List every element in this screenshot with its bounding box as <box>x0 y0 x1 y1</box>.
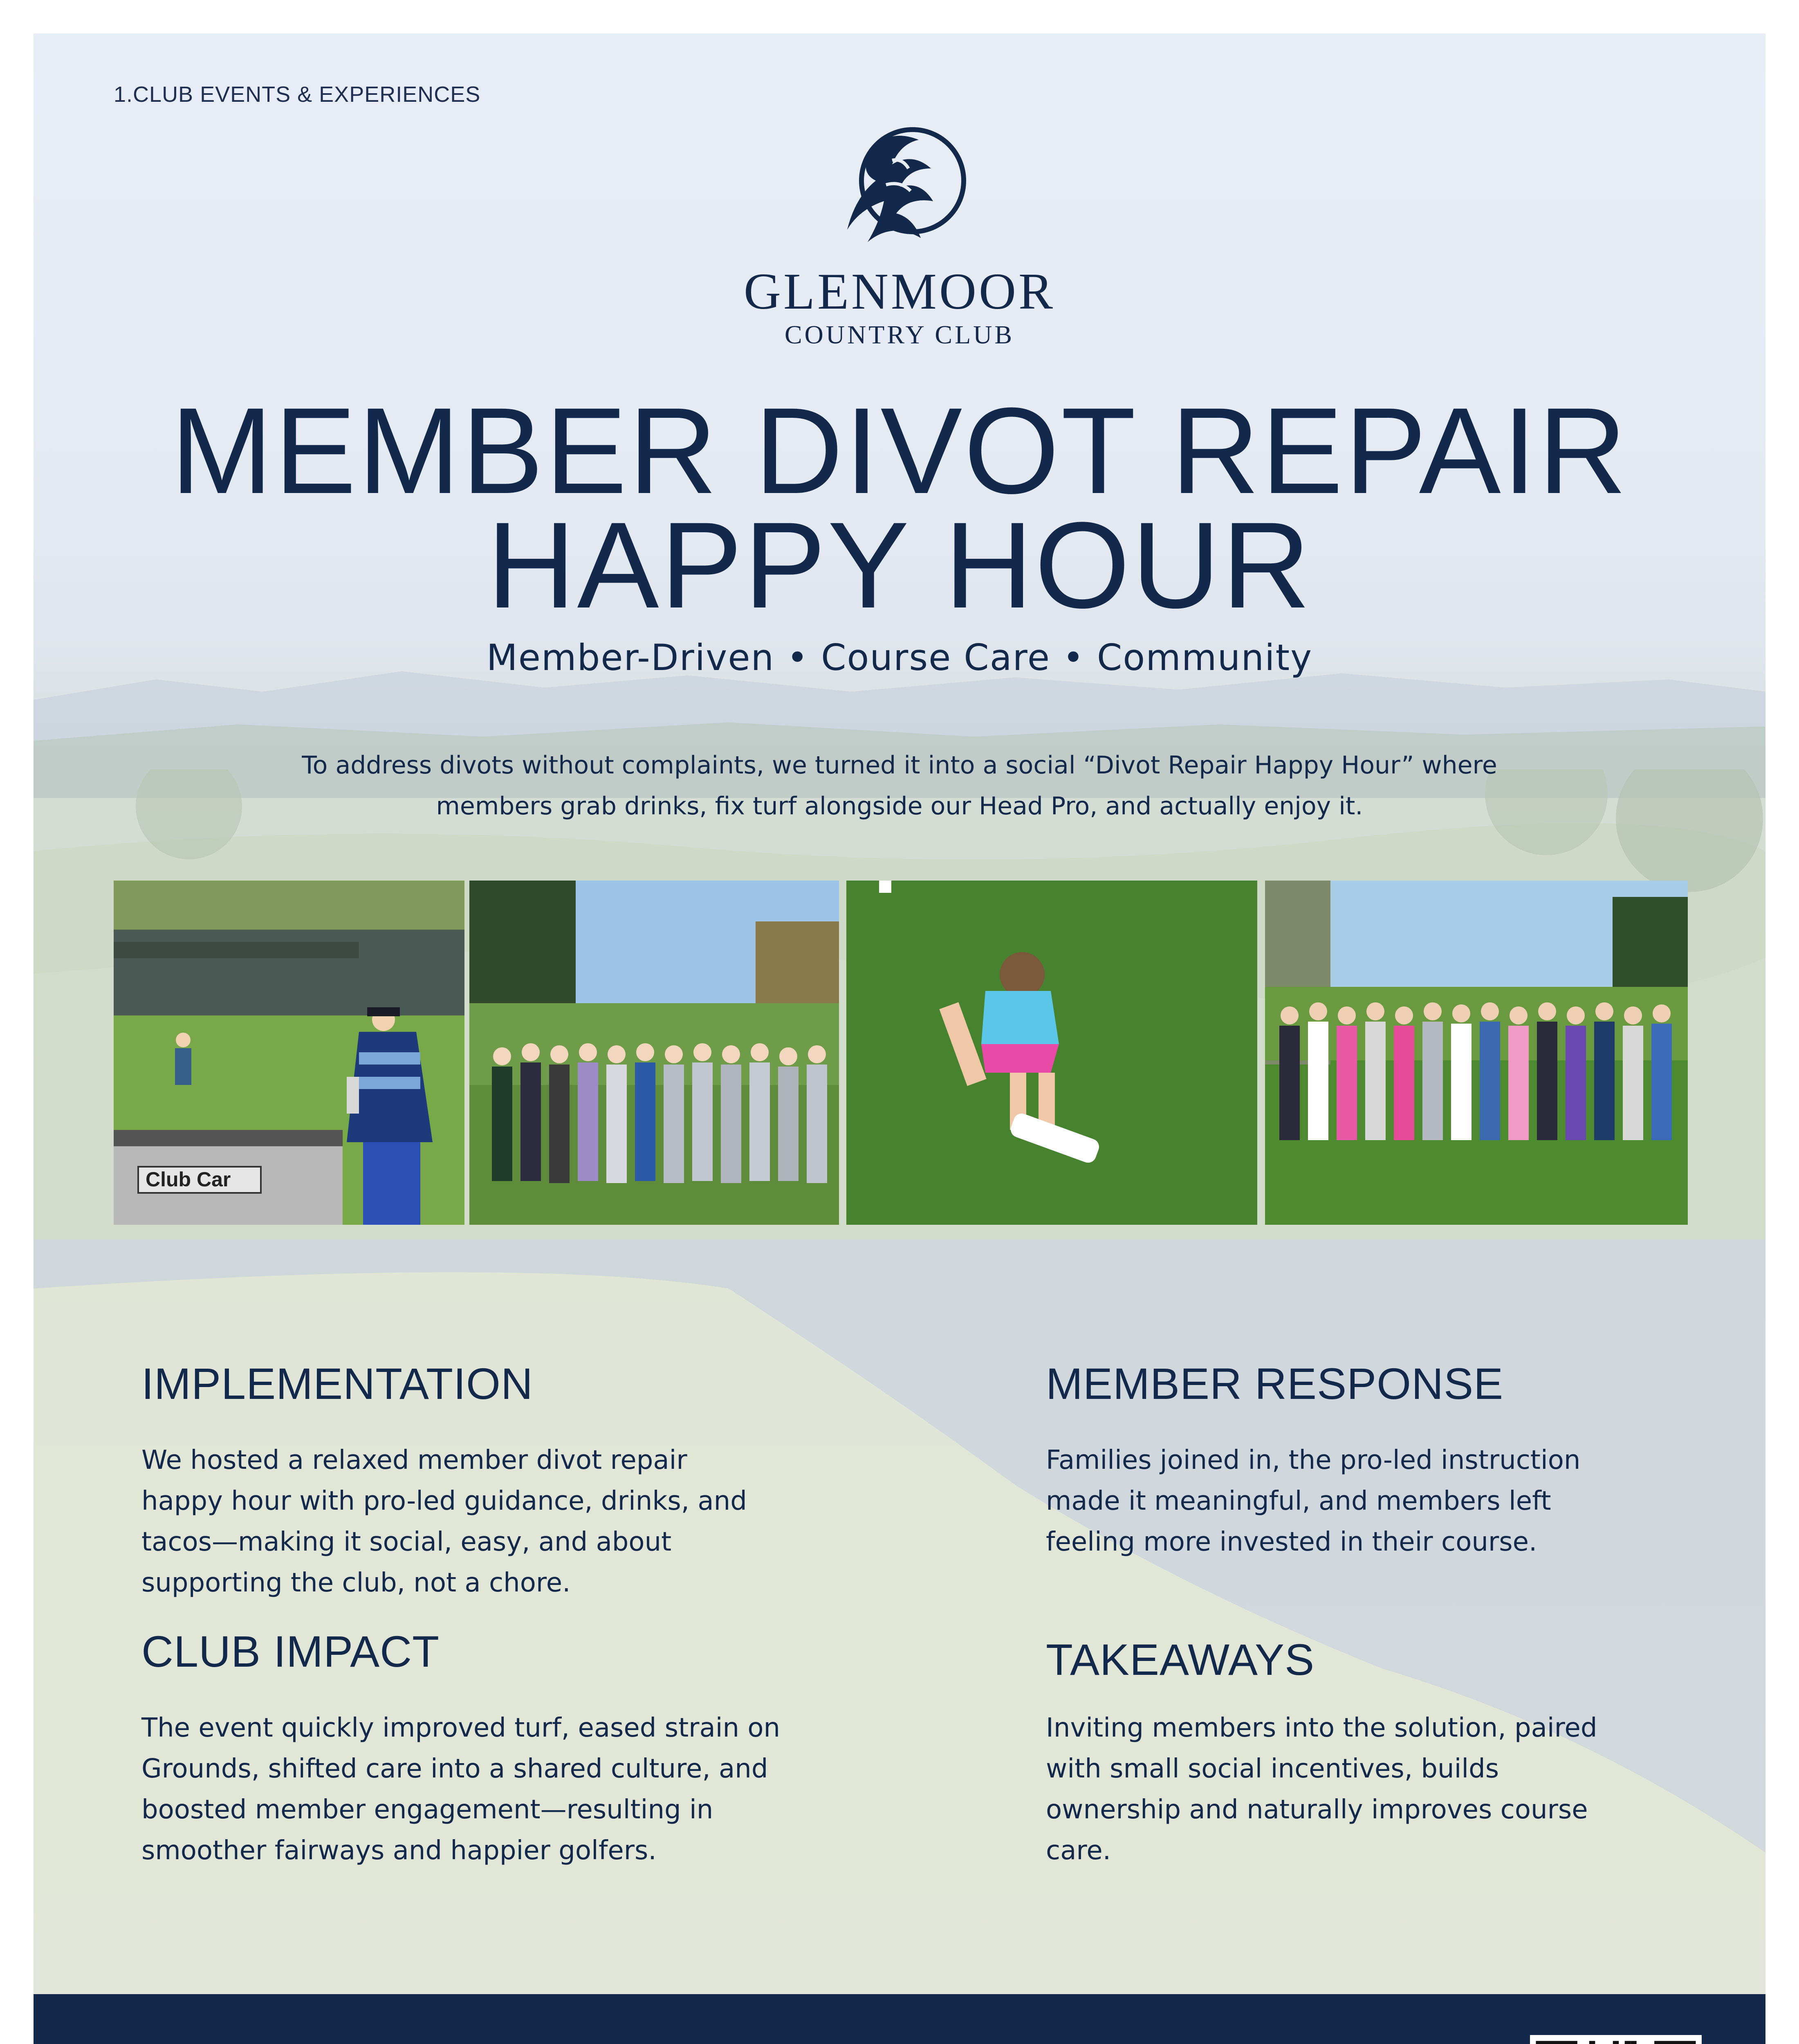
club-impact-text <box>141 1708 886 1871</box>
flyer-sheet <box>34 34 1765 2044</box>
heading-club-impact: CLUB IMPACT <box>141 1627 440 1676</box>
implementation-text <box>141 1440 886 1603</box>
takeaways-line: ownership and naturally improves course <box>1046 1795 1588 1825</box>
implementation-line: happy hour with pro-led guidance, drinks, and <box>141 1486 747 1516</box>
brand-subname: COUNTRY CLUB <box>784 320 1015 349</box>
club-impact-line: Grounds, shifted care into a shared culture, and <box>141 1754 768 1784</box>
tagline: Member-Driven • Course Care • Community <box>486 637 1313 679</box>
intro-paragraph <box>197 745 1602 827</box>
intro-line-1: To address divots without complaints, we turned it into a social “Divot Repair Happy Hour” where <box>302 751 1497 780</box>
member-response-line: feeling more invested in their course. <box>1046 1527 1537 1557</box>
heading-implementation: IMPLEMENTATION <box>141 1359 534 1408</box>
implementation-line: We hosted a relaxed member divot repair <box>141 1445 687 1475</box>
title-line-2: HAPPY HOUR <box>487 496 1312 634</box>
member-response-line: made it meaningful, and members left <box>1046 1486 1551 1516</box>
club-impact-line: smoother fairways and happier golfers. <box>141 1836 657 1866</box>
member-response-text <box>1046 1440 1765 1562</box>
title-line-1: MEMBER DIVOT REPAIR <box>170 382 1629 519</box>
implementation-line: tacos—making it social, easy, and about <box>141 1527 672 1557</box>
cart-label: Club Car <box>146 1168 231 1191</box>
takeaways-line: care. <box>1046 1836 1111 1866</box>
page-title <box>34 382 1765 634</box>
takeaways-line: with small social incentives, builds <box>1046 1754 1499 1784</box>
heading-takeaways: TAKEAWAYS <box>1046 1635 1315 1684</box>
intro-line-2: members grab drinks, fix turf alongside our Head Pro, and actually enjoy it. <box>436 792 1363 820</box>
club-impact-line: boosted member engagement—resulting in <box>141 1795 713 1825</box>
qr-code-icon[interactable] <box>1530 2035 1702 2044</box>
section-label: 1.CLUB EVENTS & EXPERIENCES <box>114 82 481 107</box>
heading-member-response: MEMBER RESPONSE <box>1046 1359 1504 1408</box>
photo-group-members <box>1265 881 1688 1225</box>
photo-pond-cart <box>114 881 464 1225</box>
photo-group-women <box>469 881 839 1225</box>
footer <box>34 1994 1765 2044</box>
photo-girl-repairing-divot <box>846 881 1257 1225</box>
takeaways-text <box>1046 1708 1765 1871</box>
takeaways-line: Inviting members into the solution, paired <box>1046 1713 1597 1743</box>
club-impact-line: The event quickly improved turf, eased strain on <box>141 1713 781 1743</box>
brand-name: GLENMOOR <box>744 263 1055 320</box>
member-response-line: Families joined in, the pro-led instruction <box>1046 1445 1581 1475</box>
implementation-line: supporting the club, not a chore. <box>141 1568 571 1598</box>
